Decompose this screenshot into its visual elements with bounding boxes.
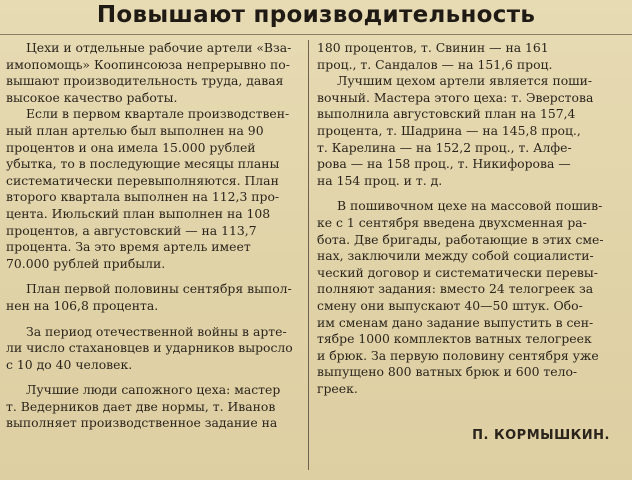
- text-line: 70.000 рублей прибыли.: [6, 255, 166, 271]
- left-column: [6, 40, 302, 470]
- text-line: бота. Две бригады, работающие в этих сме-: [317, 231, 604, 247]
- text-line: Цехи и отдельные рабочие артели «Вза-: [26, 40, 292, 55]
- text-line: т. Карелина — на 152,2 проц., т. Алфе-: [317, 139, 572, 155]
- paragraph-gap: [317, 189, 627, 198]
- text-line: 180 процентов, т. Свинин — на 161: [317, 40, 549, 55]
- paragraph-gap: [6, 272, 302, 281]
- text-line: и брюк. За первую половину сентября уже: [317, 347, 599, 363]
- text-line: убытка, то в последующие месяцы планы: [6, 156, 280, 172]
- text-line: имопомощь» Коопинсоюза непрерывно по-: [6, 56, 290, 72]
- text-line: процента. За это время артель имеет: [6, 239, 251, 255]
- text-line: им сменам дано задание выпустить в сен-: [317, 314, 594, 330]
- text-line: высокое качество работы.: [6, 89, 178, 105]
- text-line: вышают производительность труда, давая: [6, 73, 284, 89]
- text-line: с 10 до 40 человек.: [6, 356, 133, 372]
- right-column: [317, 40, 627, 470]
- text-line: нах, заключили между собой социалисти-: [317, 248, 594, 264]
- text-line: Если в первом квартале производствен-: [26, 106, 290, 122]
- text-line: т. Ведерников дает две нормы, т. Иванов: [6, 398, 276, 414]
- text-line: систематически перевыполняются. План: [6, 172, 279, 188]
- text-line: ли число стахановцев и ударников выросло: [6, 340, 293, 356]
- text-line: ный план артелью был выполнен на 90: [6, 122, 264, 138]
- text-line: выполняет производственное задание на: [6, 415, 278, 431]
- text-line: рова — на 158 проц., т. Никифорова —: [317, 156, 571, 172]
- text-line: смену они выпускают 40—50 штук. Обо-: [317, 297, 583, 313]
- text-line: В пошивочном цехе на массовой пошив-: [337, 198, 603, 214]
- text-line: полняют задания: вместо 24 телогреек за: [317, 281, 594, 297]
- text-line: процентов и она имела 15.000 рублей: [6, 139, 256, 155]
- text-line: тябре 1000 комплектов ватных телогреек: [317, 331, 592, 347]
- text-line: За период отечественной войны в арте-: [26, 323, 287, 339]
- text-line: ческий договор и систематически перевы-: [317, 264, 598, 280]
- text-line: ке с 1 сентября введена двухсменная ра-: [317, 214, 587, 230]
- text-line: цента. Июльский план выполнен на 108: [6, 205, 271, 221]
- text-line: выпущено 800 ватных брюк и 600 тело-: [317, 364, 578, 380]
- text-line: на 154 проц. и т. д.: [317, 172, 443, 188]
- text-line: выполнила августовский план на 157,4: [317, 106, 576, 122]
- article-title: Повышают производительность: [96, 2, 536, 28]
- text-line: греек.: [317, 380, 358, 396]
- text-line: вочный. Мастера этого цеха: т. Эверстова: [317, 89, 594, 105]
- title-rule: [0, 34, 632, 35]
- text-line: нен на 106,8 процента.: [6, 297, 159, 313]
- text-line: процента, т. Шадрина — на 145,8 проц.,: [317, 122, 581, 138]
- text-line: Лучшим цехом артели является поши-: [337, 73, 593, 89]
- paragraph-gap: [6, 315, 302, 324]
- text-line: Лучшие люди сапожного цеха: мастер: [26, 382, 281, 398]
- text-line: второго квартала выполнен на 112,3 про-: [6, 189, 280, 205]
- paragraph-gap: [6, 373, 302, 382]
- text-line: процентов, а августовский — на 113,7: [6, 222, 257, 238]
- author-signature: П. КОРМЫШКИН.: [472, 428, 610, 443]
- column-rule: [308, 40, 309, 470]
- text-line: проц., т. Сандалов — на 151,6 проц.: [317, 56, 553, 72]
- text-line: План первой половины сентября выпол-: [26, 281, 292, 297]
